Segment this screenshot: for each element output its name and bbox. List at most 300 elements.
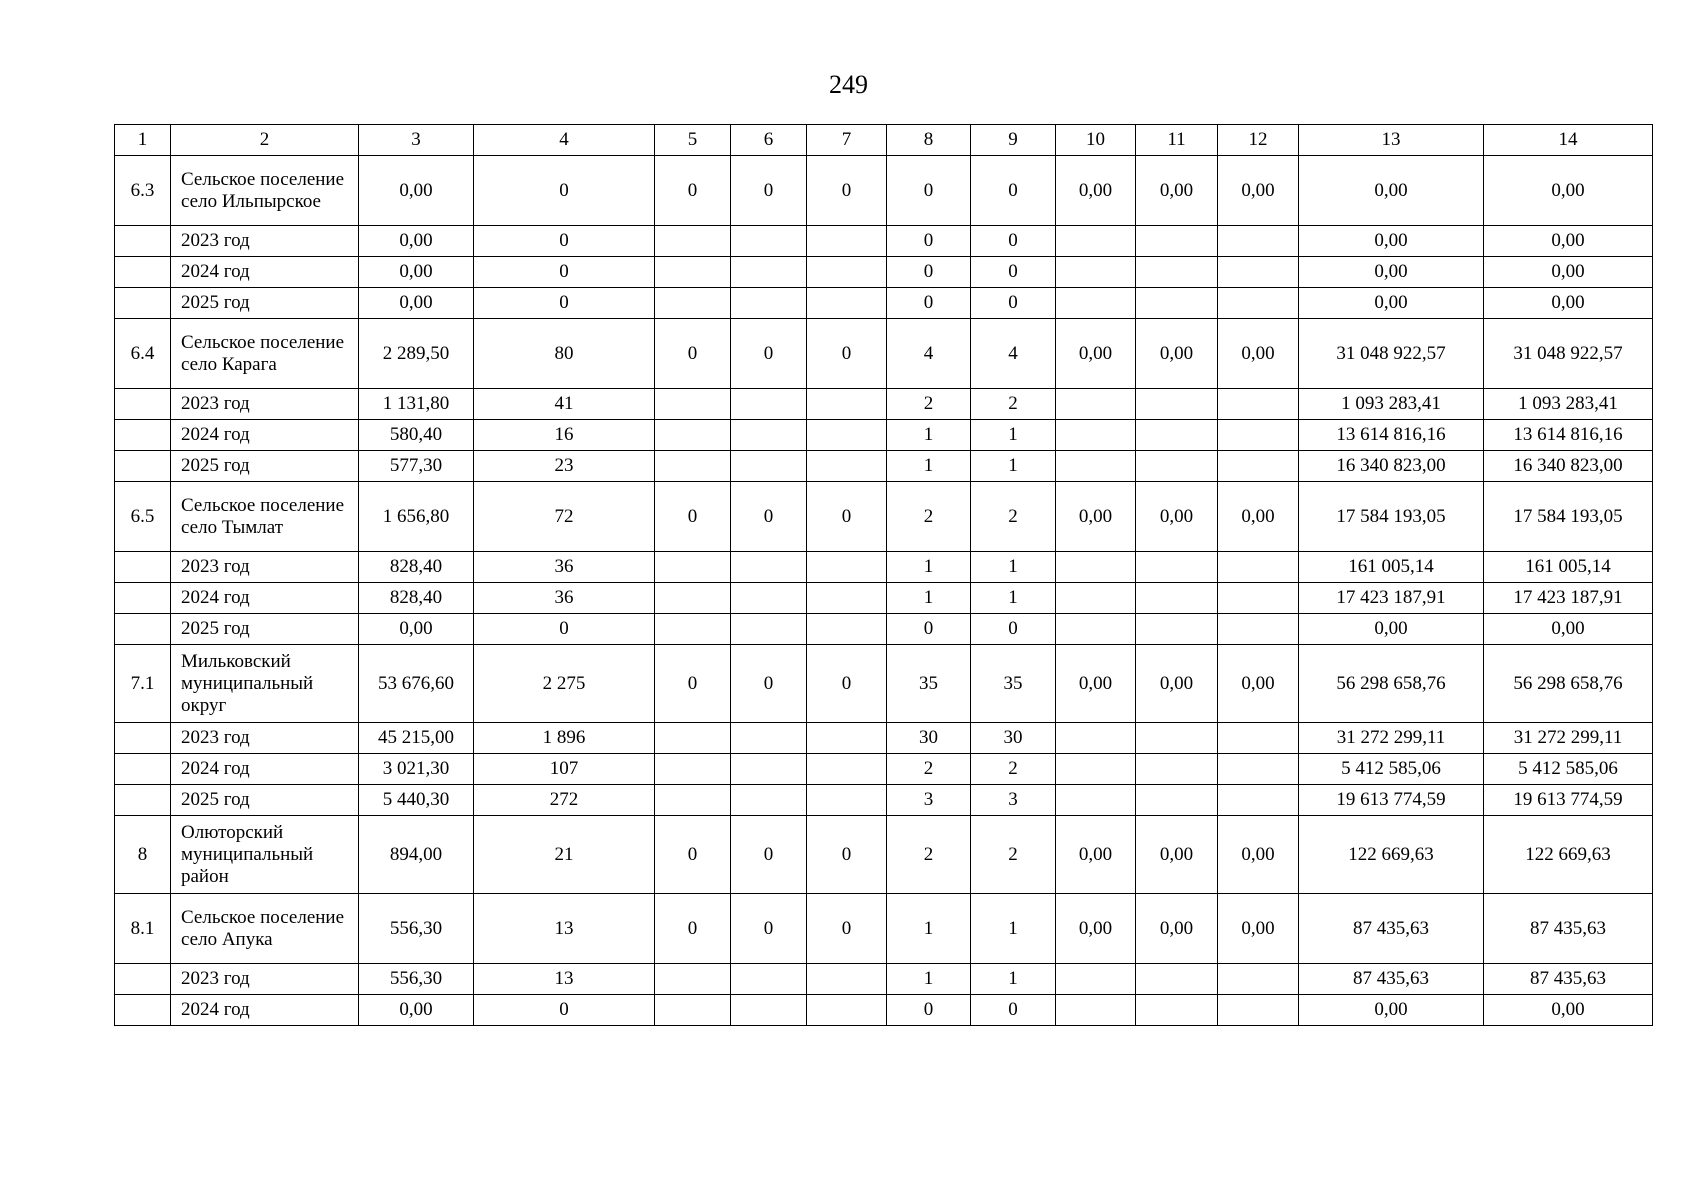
row-number-cell: 6.4 bbox=[115, 319, 171, 389]
row-number-cell bbox=[115, 257, 171, 288]
value-cell: 2 275 bbox=[474, 645, 655, 723]
value-cell: 19 613 774,59 bbox=[1299, 785, 1484, 816]
year-row bbox=[115, 964, 1653, 995]
value-cell: 0 bbox=[887, 156, 971, 226]
value-cell: 0 bbox=[731, 816, 807, 894]
value-cell: 894,00 bbox=[359, 816, 474, 894]
name-cell: 2023 год bbox=[171, 723, 359, 754]
value-cell bbox=[655, 754, 731, 785]
year-row bbox=[115, 754, 1653, 785]
value-cell: 87 435,63 bbox=[1299, 964, 1484, 995]
value-cell: 80 bbox=[474, 319, 655, 389]
group-row bbox=[115, 156, 1653, 226]
value-cell bbox=[655, 552, 731, 583]
value-cell: 1 bbox=[971, 420, 1056, 451]
column-number: 11 bbox=[1136, 125, 1218, 156]
column-number: 12 bbox=[1218, 125, 1299, 156]
row-number-cell: 8.1 bbox=[115, 894, 171, 964]
value-cell: 828,40 bbox=[359, 583, 474, 614]
value-cell bbox=[1136, 552, 1218, 583]
row-number-cell bbox=[115, 583, 171, 614]
value-cell: 0,00 bbox=[1218, 816, 1299, 894]
value-cell bbox=[1136, 288, 1218, 319]
column-number: 13 bbox=[1299, 125, 1484, 156]
value-cell: 0,00 bbox=[1299, 156, 1484, 226]
value-cell: 3 bbox=[887, 785, 971, 816]
value-cell: 0 bbox=[887, 257, 971, 288]
value-cell bbox=[1218, 451, 1299, 482]
value-cell: 5 412 585,06 bbox=[1299, 754, 1484, 785]
value-cell: 1 bbox=[971, 583, 1056, 614]
value-cell: 0 bbox=[474, 226, 655, 257]
value-cell bbox=[1056, 226, 1136, 257]
value-cell: 0,00 bbox=[1136, 482, 1218, 552]
value-cell: 0,00 bbox=[1136, 319, 1218, 389]
value-cell: 1 bbox=[971, 451, 1056, 482]
value-cell bbox=[1218, 995, 1299, 1026]
value-cell bbox=[655, 420, 731, 451]
value-cell: 3 bbox=[971, 785, 1056, 816]
value-cell: 2 bbox=[971, 389, 1056, 420]
value-cell: 161 005,14 bbox=[1484, 552, 1653, 583]
name-cell: 2025 год bbox=[171, 785, 359, 816]
value-cell: 0 bbox=[474, 156, 655, 226]
value-cell: 41 bbox=[474, 389, 655, 420]
row-number-cell: 7.1 bbox=[115, 645, 171, 723]
value-cell: 13 614 816,16 bbox=[1299, 420, 1484, 451]
value-cell: 2 bbox=[971, 754, 1056, 785]
value-cell bbox=[1056, 723, 1136, 754]
value-cell bbox=[807, 614, 887, 645]
value-cell bbox=[731, 723, 807, 754]
group-row bbox=[115, 894, 1653, 964]
column-number: 10 bbox=[1056, 125, 1136, 156]
value-cell: 53 676,60 bbox=[359, 645, 474, 723]
value-cell: 16 340 823,00 bbox=[1484, 451, 1653, 482]
data-table bbox=[114, 124, 1653, 1026]
group-row bbox=[115, 645, 1653, 723]
value-cell: 1 bbox=[887, 894, 971, 964]
value-cell bbox=[1056, 995, 1136, 1026]
value-cell bbox=[655, 785, 731, 816]
value-cell: 0 bbox=[971, 995, 1056, 1026]
value-cell bbox=[1136, 614, 1218, 645]
value-cell: 0,00 bbox=[1056, 816, 1136, 894]
value-cell: 0,00 bbox=[1056, 894, 1136, 964]
row-number-cell bbox=[115, 754, 171, 785]
value-cell: 272 bbox=[474, 785, 655, 816]
year-row bbox=[115, 614, 1653, 645]
name-cell: 2025 год bbox=[171, 614, 359, 645]
value-cell: 122 669,63 bbox=[1484, 816, 1653, 894]
name-cell: Сельское поселение село Тымлат bbox=[171, 482, 359, 552]
year-row bbox=[115, 995, 1653, 1026]
value-cell bbox=[1218, 723, 1299, 754]
value-cell: 0 bbox=[807, 319, 887, 389]
column-number: 2 bbox=[171, 125, 359, 156]
value-cell: 0,00 bbox=[1136, 816, 1218, 894]
row-number-cell bbox=[115, 614, 171, 645]
value-cell: 0,00 bbox=[1056, 156, 1136, 226]
value-cell bbox=[731, 964, 807, 995]
value-cell: 0,00 bbox=[1136, 645, 1218, 723]
value-cell bbox=[731, 754, 807, 785]
value-cell: 1 896 bbox=[474, 723, 655, 754]
value-cell: 0 bbox=[971, 226, 1056, 257]
value-cell: 0 bbox=[655, 319, 731, 389]
value-cell: 0 bbox=[807, 645, 887, 723]
value-cell bbox=[807, 964, 887, 995]
group-row bbox=[115, 816, 1653, 894]
year-row bbox=[115, 451, 1653, 482]
name-cell: 2023 год bbox=[171, 389, 359, 420]
value-cell: 0 bbox=[887, 614, 971, 645]
value-cell bbox=[807, 288, 887, 319]
value-cell bbox=[731, 552, 807, 583]
value-cell bbox=[655, 964, 731, 995]
value-cell: 0 bbox=[807, 482, 887, 552]
value-cell: 580,40 bbox=[359, 420, 474, 451]
value-cell: 0 bbox=[655, 816, 731, 894]
value-cell: 0,00 bbox=[1136, 156, 1218, 226]
value-cell: 0,00 bbox=[1484, 288, 1653, 319]
value-cell bbox=[1056, 420, 1136, 451]
value-cell: 1 bbox=[887, 583, 971, 614]
value-cell bbox=[807, 389, 887, 420]
value-cell: 0 bbox=[971, 156, 1056, 226]
year-row bbox=[115, 257, 1653, 288]
name-cell: 2024 год bbox=[171, 583, 359, 614]
name-cell: Сельское поселение село Ильпырское bbox=[171, 156, 359, 226]
value-cell: 0 bbox=[655, 482, 731, 552]
value-cell: 36 bbox=[474, 552, 655, 583]
value-cell bbox=[1056, 257, 1136, 288]
row-number-cell bbox=[115, 451, 171, 482]
value-cell: 0,00 bbox=[359, 995, 474, 1026]
value-cell: 0,00 bbox=[1218, 319, 1299, 389]
value-cell: 0 bbox=[887, 995, 971, 1026]
value-cell bbox=[731, 614, 807, 645]
value-cell: 0,00 bbox=[1218, 482, 1299, 552]
value-cell bbox=[655, 995, 731, 1026]
value-cell: 0 bbox=[474, 614, 655, 645]
value-cell: 0 bbox=[474, 995, 655, 1026]
row-number-cell bbox=[115, 389, 171, 420]
value-cell: 0,00 bbox=[359, 614, 474, 645]
value-cell: 56 298 658,76 bbox=[1484, 645, 1653, 723]
value-cell bbox=[731, 288, 807, 319]
value-cell bbox=[655, 288, 731, 319]
value-cell: 0 bbox=[731, 319, 807, 389]
year-row bbox=[115, 785, 1653, 816]
row-number-cell: 6.3 bbox=[115, 156, 171, 226]
value-cell bbox=[731, 389, 807, 420]
value-cell: 0 bbox=[807, 894, 887, 964]
row-number-cell bbox=[115, 785, 171, 816]
value-cell: 3 021,30 bbox=[359, 754, 474, 785]
column-number: 6 bbox=[731, 125, 807, 156]
value-cell bbox=[1136, 964, 1218, 995]
value-cell: 45 215,00 bbox=[359, 723, 474, 754]
value-cell: 1 093 283,41 bbox=[1484, 389, 1653, 420]
name-cell: 2023 год bbox=[171, 226, 359, 257]
value-cell bbox=[1056, 614, 1136, 645]
year-row bbox=[115, 420, 1653, 451]
value-cell bbox=[1056, 785, 1136, 816]
value-cell: 4 bbox=[971, 319, 1056, 389]
value-cell bbox=[1218, 288, 1299, 319]
value-cell: 2 bbox=[971, 482, 1056, 552]
value-cell bbox=[731, 451, 807, 482]
value-cell: 556,30 bbox=[359, 964, 474, 995]
value-cell bbox=[731, 420, 807, 451]
value-cell: 107 bbox=[474, 754, 655, 785]
value-cell: 1 bbox=[971, 894, 1056, 964]
value-cell: 0 bbox=[731, 482, 807, 552]
value-cell bbox=[1136, 226, 1218, 257]
value-cell bbox=[1218, 389, 1299, 420]
column-number: 1 bbox=[115, 125, 171, 156]
row-number-cell bbox=[115, 288, 171, 319]
value-cell: 36 bbox=[474, 583, 655, 614]
value-cell: 87 435,63 bbox=[1484, 894, 1653, 964]
value-cell bbox=[1218, 226, 1299, 257]
name-cell: 2024 год bbox=[171, 754, 359, 785]
value-cell: 17 584 193,05 bbox=[1484, 482, 1653, 552]
value-cell: 1 bbox=[887, 964, 971, 995]
value-cell: 1 bbox=[887, 420, 971, 451]
value-cell: 4 bbox=[887, 319, 971, 389]
row-number-cell bbox=[115, 723, 171, 754]
value-cell bbox=[1056, 583, 1136, 614]
name-cell: 2024 год bbox=[171, 420, 359, 451]
value-cell: 1 bbox=[887, 451, 971, 482]
value-cell bbox=[1218, 614, 1299, 645]
value-cell bbox=[807, 226, 887, 257]
value-cell: 16 bbox=[474, 420, 655, 451]
value-cell: 2 bbox=[887, 754, 971, 785]
value-cell bbox=[807, 257, 887, 288]
value-cell: 0,00 bbox=[1218, 156, 1299, 226]
value-cell bbox=[1136, 420, 1218, 451]
value-cell: 0 bbox=[655, 156, 731, 226]
value-cell: 0,00 bbox=[1218, 894, 1299, 964]
value-cell: 0,00 bbox=[1299, 288, 1484, 319]
row-number-cell bbox=[115, 420, 171, 451]
value-cell bbox=[655, 226, 731, 257]
value-cell: 0 bbox=[971, 257, 1056, 288]
value-cell: 0 bbox=[887, 226, 971, 257]
value-cell: 87 435,63 bbox=[1299, 894, 1484, 964]
value-cell: 0,00 bbox=[1056, 482, 1136, 552]
value-cell: 0,00 bbox=[1056, 645, 1136, 723]
value-cell bbox=[655, 451, 731, 482]
year-row bbox=[115, 288, 1653, 319]
value-cell: 0,00 bbox=[359, 226, 474, 257]
value-cell: 1 bbox=[971, 964, 1056, 995]
name-cell: Сельское поселение село Карага bbox=[171, 319, 359, 389]
value-cell: 0,00 bbox=[1056, 319, 1136, 389]
value-cell: 0 bbox=[971, 288, 1056, 319]
value-cell bbox=[1136, 583, 1218, 614]
value-cell bbox=[1136, 785, 1218, 816]
value-cell: 56 298 658,76 bbox=[1299, 645, 1484, 723]
value-cell bbox=[655, 614, 731, 645]
value-cell bbox=[807, 552, 887, 583]
value-cell: 35 bbox=[971, 645, 1056, 723]
value-cell bbox=[1218, 964, 1299, 995]
value-cell: 0 bbox=[731, 894, 807, 964]
value-cell bbox=[807, 995, 887, 1026]
value-cell: 0,00 bbox=[1484, 156, 1653, 226]
value-cell: 0 bbox=[807, 816, 887, 894]
value-cell: 35 bbox=[887, 645, 971, 723]
value-cell: 2 289,50 bbox=[359, 319, 474, 389]
value-cell bbox=[731, 257, 807, 288]
year-row bbox=[115, 389, 1653, 420]
value-cell: 13 bbox=[474, 894, 655, 964]
name-cell: 2023 год bbox=[171, 964, 359, 995]
value-cell: 122 669,63 bbox=[1299, 816, 1484, 894]
value-cell bbox=[1218, 552, 1299, 583]
value-cell: 556,30 bbox=[359, 894, 474, 964]
row-number-cell bbox=[115, 964, 171, 995]
value-cell: 0 bbox=[655, 645, 731, 723]
name-cell: 2024 год bbox=[171, 995, 359, 1026]
value-cell: 577,30 bbox=[359, 451, 474, 482]
value-cell: 87 435,63 bbox=[1484, 964, 1653, 995]
value-cell: 17 423 187,91 bbox=[1299, 583, 1484, 614]
row-number-cell bbox=[115, 226, 171, 257]
value-cell bbox=[1136, 257, 1218, 288]
column-number: 8 bbox=[887, 125, 971, 156]
name-cell: 2023 год bbox=[171, 552, 359, 583]
value-cell: 31 048 922,57 bbox=[1299, 319, 1484, 389]
value-cell bbox=[731, 583, 807, 614]
value-cell: 16 340 823,00 bbox=[1299, 451, 1484, 482]
value-cell: 17 584 193,05 bbox=[1299, 482, 1484, 552]
value-cell bbox=[807, 785, 887, 816]
value-cell: 0,00 bbox=[359, 257, 474, 288]
value-cell: 0 bbox=[807, 156, 887, 226]
value-cell: 23 bbox=[474, 451, 655, 482]
name-cell: 2024 год bbox=[171, 257, 359, 288]
value-cell: 0,00 bbox=[1218, 645, 1299, 723]
value-cell: 0,00 bbox=[1484, 995, 1653, 1026]
value-cell: 1 bbox=[887, 552, 971, 583]
row-number-cell: 8 bbox=[115, 816, 171, 894]
row-number-cell: 6.5 bbox=[115, 482, 171, 552]
value-cell bbox=[1136, 995, 1218, 1026]
value-cell: 0 bbox=[731, 156, 807, 226]
value-cell bbox=[1056, 754, 1136, 785]
value-cell: 30 bbox=[887, 723, 971, 754]
value-cell: 2 bbox=[887, 816, 971, 894]
row-number-cell bbox=[115, 995, 171, 1026]
value-cell bbox=[731, 226, 807, 257]
group-row bbox=[115, 319, 1653, 389]
value-cell: 0,00 bbox=[1136, 894, 1218, 964]
value-cell: 0 bbox=[971, 614, 1056, 645]
value-cell: 1 093 283,41 bbox=[1299, 389, 1484, 420]
value-cell: 0,00 bbox=[1299, 995, 1484, 1026]
value-cell: 161 005,14 bbox=[1299, 552, 1484, 583]
value-cell: 2 bbox=[971, 816, 1056, 894]
value-cell: 0,00 bbox=[359, 288, 474, 319]
column-number: 14 bbox=[1484, 125, 1653, 156]
value-cell: 0,00 bbox=[1484, 257, 1653, 288]
value-cell: 0,00 bbox=[1299, 257, 1484, 288]
value-cell bbox=[1218, 583, 1299, 614]
value-cell: 1 bbox=[971, 552, 1056, 583]
value-cell bbox=[807, 754, 887, 785]
value-cell bbox=[1136, 389, 1218, 420]
table-body bbox=[115, 125, 1653, 1026]
value-cell: 31 272 299,11 bbox=[1299, 723, 1484, 754]
value-cell bbox=[1056, 288, 1136, 319]
value-cell bbox=[1056, 552, 1136, 583]
value-cell: 5 440,30 bbox=[359, 785, 474, 816]
value-cell bbox=[1136, 754, 1218, 785]
page-number: 249 bbox=[829, 70, 868, 99]
value-cell: 0 bbox=[655, 894, 731, 964]
value-cell bbox=[1136, 451, 1218, 482]
value-cell bbox=[807, 583, 887, 614]
value-cell bbox=[1218, 420, 1299, 451]
value-cell: 5 412 585,06 bbox=[1484, 754, 1653, 785]
value-cell: 0,00 bbox=[1299, 226, 1484, 257]
value-cell bbox=[655, 389, 731, 420]
value-cell bbox=[731, 995, 807, 1026]
value-cell bbox=[1218, 785, 1299, 816]
value-cell: 13 614 816,16 bbox=[1484, 420, 1653, 451]
value-cell: 19 613 774,59 bbox=[1484, 785, 1653, 816]
value-cell: 1 131,80 bbox=[359, 389, 474, 420]
row-number-cell bbox=[115, 552, 171, 583]
value-cell: 31 272 299,11 bbox=[1484, 723, 1653, 754]
value-cell: 72 bbox=[474, 482, 655, 552]
value-cell: 13 bbox=[474, 964, 655, 995]
value-cell bbox=[1218, 257, 1299, 288]
value-cell bbox=[1056, 964, 1136, 995]
column-number: 5 bbox=[655, 125, 731, 156]
value-cell: 0,00 bbox=[1299, 614, 1484, 645]
year-row bbox=[115, 552, 1653, 583]
value-cell: 1 656,80 bbox=[359, 482, 474, 552]
value-cell bbox=[731, 785, 807, 816]
name-cell: Мильковский муниципальный округ bbox=[171, 645, 359, 723]
name-cell: 2025 год bbox=[171, 451, 359, 482]
value-cell: 0,00 bbox=[1484, 614, 1653, 645]
value-cell: 30 bbox=[971, 723, 1056, 754]
value-cell bbox=[1056, 451, 1136, 482]
value-cell: 21 bbox=[474, 816, 655, 894]
value-cell: 31 048 922,57 bbox=[1484, 319, 1653, 389]
value-cell: 0 bbox=[474, 257, 655, 288]
value-cell bbox=[655, 583, 731, 614]
value-cell: 0 bbox=[887, 288, 971, 319]
value-cell bbox=[1136, 723, 1218, 754]
value-cell bbox=[807, 723, 887, 754]
value-cell bbox=[1218, 754, 1299, 785]
value-cell: 0 bbox=[474, 288, 655, 319]
column-number: 4 bbox=[474, 125, 655, 156]
name-cell: Сельское поселение село Апука bbox=[171, 894, 359, 964]
name-cell: 2025 год bbox=[171, 288, 359, 319]
value-cell bbox=[655, 257, 731, 288]
year-row bbox=[115, 723, 1653, 754]
value-cell: 17 423 187,91 bbox=[1484, 583, 1653, 614]
